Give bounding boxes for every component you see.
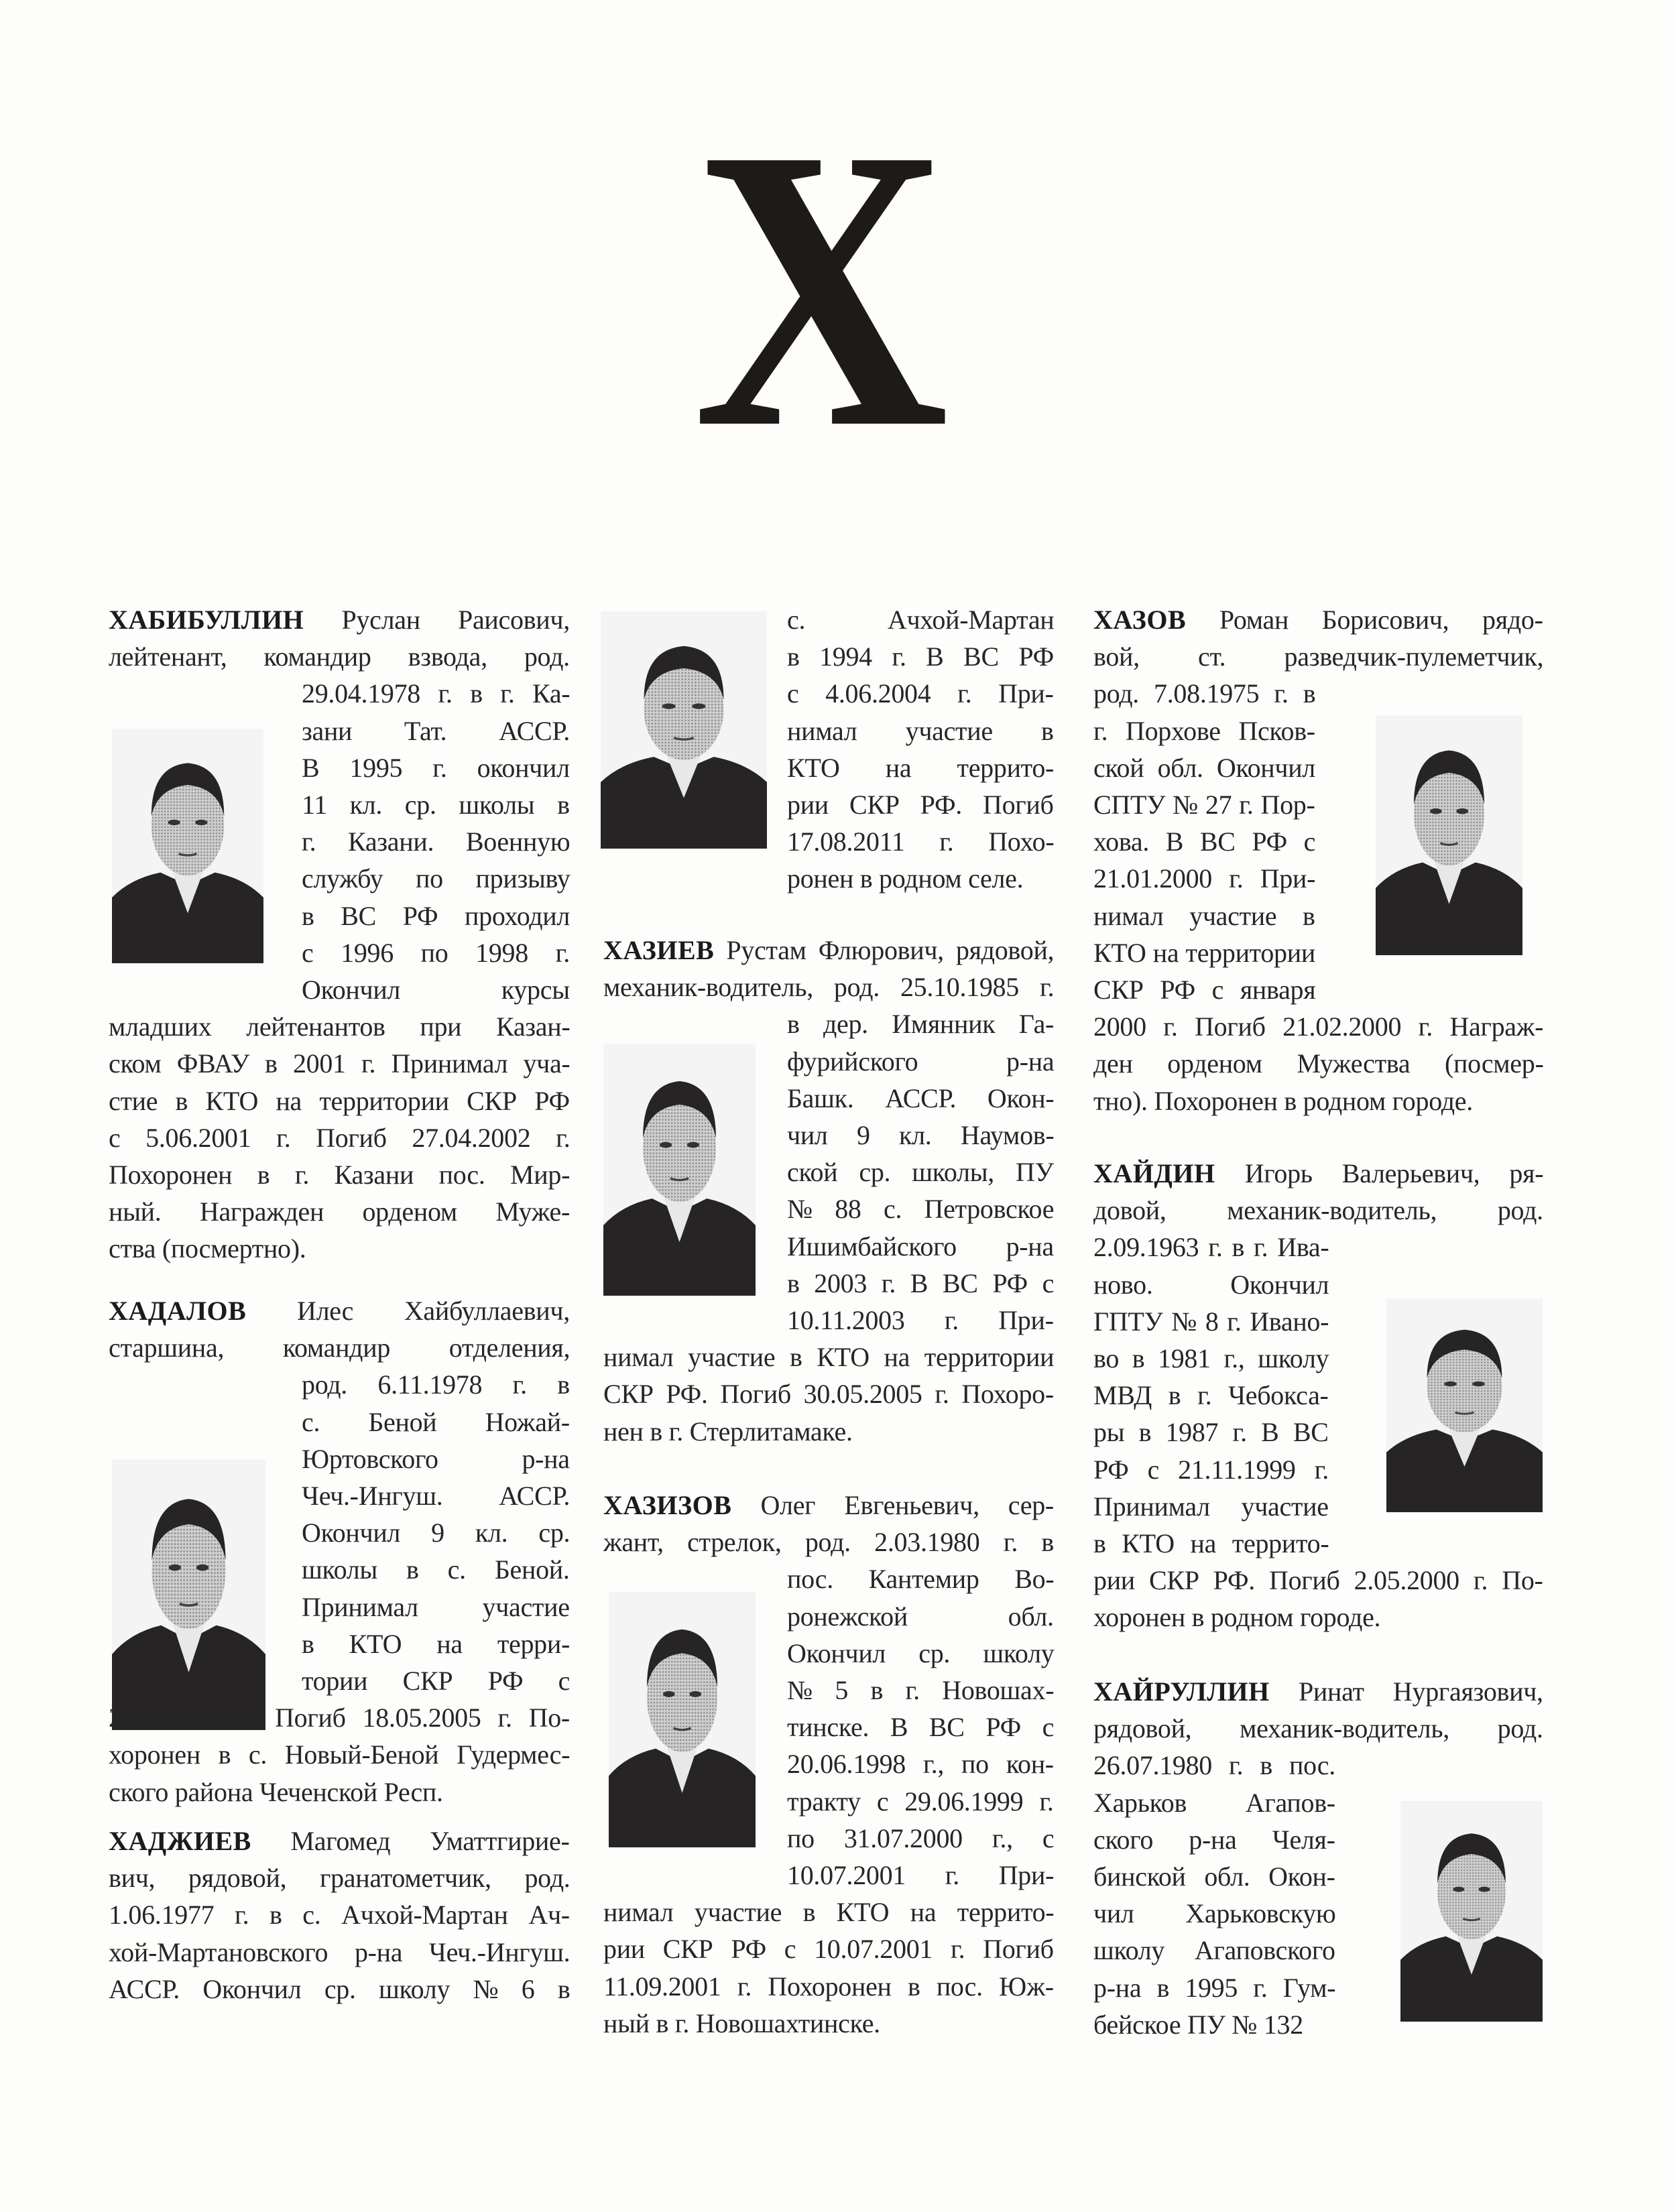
text-line xyxy=(1093,1303,1329,1340)
text-line xyxy=(302,749,570,786)
line-text: Ринат Нургаязович, xyxy=(1298,1676,1543,1707)
text-line xyxy=(1093,1488,1329,1525)
text-line xyxy=(787,1560,1054,1597)
portrait-photo xyxy=(1386,1298,1543,1512)
line-text: РФ с 21.11.1999 г. xyxy=(1093,1455,1329,1485)
line-text: ново. Окончил xyxy=(1093,1270,1329,1300)
line-text: ронен в родном селе. xyxy=(787,863,1024,894)
text-line xyxy=(787,786,1054,823)
line-text: с 5.06.2001 г. Погиб 27.04.2002 г. xyxy=(109,1123,571,1153)
text-line xyxy=(109,1193,570,1230)
text-line xyxy=(1093,749,1315,786)
text-line xyxy=(302,675,570,712)
text-line xyxy=(787,1228,1054,1265)
section-letter: Х xyxy=(693,65,949,511)
text-line xyxy=(1093,1155,1543,1192)
text-line xyxy=(603,969,1054,1005)
surname: ХАДЖИЕВ xyxy=(109,1826,251,1856)
line-text: Магомед Уматтгирие- xyxy=(290,1826,570,1856)
line-text: ден орденом Мужества (посмер- xyxy=(1093,1048,1544,1079)
line-text: Рустам Флюрович, рядовой, xyxy=(726,935,1055,965)
text-line xyxy=(302,1440,570,1477)
line-text: р-на в 1995 г. Гум- xyxy=(1093,1973,1336,2003)
text-line xyxy=(109,1823,570,1859)
text-line xyxy=(787,1117,1054,1154)
line-text: рядовой, механик-водитель, род. xyxy=(1093,1713,1543,1743)
text-line xyxy=(109,1774,570,1810)
line-text: в 2003 г. В ВС РФ с xyxy=(787,1268,1055,1298)
line-text: нимал участие в xyxy=(787,716,1054,746)
text-line xyxy=(1093,786,1315,823)
text-line xyxy=(109,1896,570,1933)
portrait-photo xyxy=(603,1044,756,1296)
line-text: тинске. В ВС РФ с xyxy=(787,1712,1055,1742)
line-text: нимал участие в КТО на террито- xyxy=(603,1897,1055,1927)
line-text: КТО на террито- xyxy=(787,753,1055,783)
line-text: ный в г. Новошахтинске. xyxy=(603,2008,880,2038)
surname: ХАЗИЕВ xyxy=(603,935,715,965)
text-line xyxy=(603,2005,1054,2042)
line-text: Игорь Валерьевич, ря- xyxy=(1244,1158,1544,1188)
text-line xyxy=(302,1662,570,1699)
portrait-photo xyxy=(1376,715,1522,955)
text-line xyxy=(787,713,1054,749)
text-line xyxy=(302,860,570,897)
text-line xyxy=(787,1709,1054,1745)
text-line xyxy=(1093,1747,1335,1784)
line-text: бинской обл. Окон- xyxy=(1093,1861,1335,1892)
line-text: в КТО на террито- xyxy=(1093,1528,1329,1558)
surname: ХАДАЛОВ xyxy=(109,1296,247,1326)
line-text: с 1996 по 1998 г. xyxy=(302,938,570,968)
line-text: № 88 с. Петровское xyxy=(787,1194,1055,1224)
line-text: ронежской обл. xyxy=(787,1601,1054,1632)
line-text: 21.01.2000 г. При- xyxy=(1093,863,1316,894)
line-text: 29.04.1978 г. в г. Ка- xyxy=(302,678,571,709)
text-line xyxy=(1093,898,1315,934)
line-text: Башк. АССР. Окон- xyxy=(787,1083,1055,1113)
text-line xyxy=(302,1404,570,1440)
text-line xyxy=(787,1043,1054,1080)
text-line xyxy=(603,932,1054,969)
portrait-photo xyxy=(601,611,767,849)
line-text: ры в 1987 г. В ВС xyxy=(1093,1417,1329,1447)
line-text: 1.06.1977 г. в с. Ачхой-Мартан Ач- xyxy=(109,1900,570,1930)
line-text: МВД в г. Чебокса- xyxy=(1093,1380,1329,1410)
line-text: с. Ачхой-Мартан xyxy=(787,605,1055,635)
line-text: нимал участие в КТО на территории xyxy=(603,1342,1055,1372)
line-text: № 5 в г. Новошах- xyxy=(787,1675,1055,1705)
text-line xyxy=(1093,1266,1329,1303)
text-line xyxy=(1093,1673,1543,1710)
line-text: вой, ст. разведчик-пулеметчик, xyxy=(1093,641,1544,672)
line-text: В 1995 г. окончил xyxy=(302,753,570,783)
text-line xyxy=(1093,934,1315,971)
portrait-photo xyxy=(112,729,263,963)
line-text: 10.11.2003 г. При- xyxy=(787,1305,1054,1335)
text-line xyxy=(787,1635,1054,1672)
line-text: ском ФВАУ в 2001 г. Принимал уча- xyxy=(109,1048,571,1079)
line-text: Юртовского р-на xyxy=(302,1444,570,1474)
line-text: тории СКР РФ с xyxy=(302,1666,571,1696)
portrait-photo xyxy=(609,1592,756,1847)
text-line xyxy=(603,1375,1054,1412)
text-line xyxy=(109,1045,570,1082)
text-line xyxy=(1093,860,1315,897)
line-text: Роман Борисович, рядо- xyxy=(1219,605,1543,635)
line-text: младших лейтенантов при Казан- xyxy=(109,1011,571,1042)
text-line xyxy=(603,1487,1054,1524)
line-text: род. 6.11.1978 г. в xyxy=(302,1369,570,1400)
surname: ХАБИБУЛЛИН xyxy=(109,605,304,635)
surname: ХАЗОВ xyxy=(1093,605,1187,635)
text-line xyxy=(1093,1525,1329,1562)
text-line xyxy=(1093,713,1315,749)
line-text: СКР РФ с января xyxy=(1093,975,1316,1005)
line-text: Харьков Агапов- xyxy=(1093,1788,1335,1818)
text-line xyxy=(1093,1599,1543,1636)
text-line xyxy=(603,1894,1054,1930)
line-text: Принимал участие xyxy=(302,1592,570,1622)
line-text: вич, рядовой, гранатометчик, род. xyxy=(109,1863,571,1893)
line-text: чил Харьковскую xyxy=(1093,1898,1336,1928)
text-line xyxy=(1093,601,1543,638)
line-text: тно). Похоронен в родном городе. xyxy=(1093,1086,1473,1116)
line-text: г. Порхове Псков- xyxy=(1093,716,1315,746)
text-line xyxy=(787,749,1054,786)
text-line xyxy=(109,1971,570,2008)
line-text: 20.06.1998 г., по кон- xyxy=(787,1749,1054,1779)
line-text: АССР. Окончил ср. школу № 6 в xyxy=(109,1974,571,2004)
text-line xyxy=(109,601,570,638)
text-line xyxy=(1093,1083,1543,1119)
line-text: механик-водитель, род. 25.10.1985 г. xyxy=(603,972,1055,1002)
text-line xyxy=(1093,971,1315,1008)
text-line xyxy=(1093,1969,1335,2006)
text-line xyxy=(109,1699,570,1736)
line-text: с. Беной Ножай- xyxy=(302,1407,570,1437)
text-line xyxy=(1093,1932,1335,1969)
line-text: Принимал участие xyxy=(1093,1491,1329,1522)
text-line xyxy=(302,898,570,934)
line-text: во в 1981 г., школу xyxy=(1093,1343,1329,1373)
surname: ХАЙРУЛЛИН xyxy=(1093,1676,1270,1707)
text-line xyxy=(109,1329,570,1366)
text-line xyxy=(302,1551,570,1588)
line-text: рии СКР РФ с 10.07.2001 г. Погиб xyxy=(603,1934,1054,1964)
text-line xyxy=(302,971,570,1008)
line-text: 26.10.2004 г. Погиб 18.05.2005 г. По- xyxy=(109,1703,570,1733)
text-line xyxy=(787,1005,1054,1042)
line-text: ского р-на Челя- xyxy=(1093,1825,1335,1855)
line-text: 17.08.2011 г. Похо- xyxy=(787,826,1055,857)
line-text: Ишимбайского р-на xyxy=(787,1231,1054,1262)
line-text: Олег Евгеньевич, сер- xyxy=(760,1490,1054,1520)
line-text: нимал участие в xyxy=(1093,901,1315,931)
line-text: 2.09.1963 г. в г. Ива- xyxy=(1093,1232,1329,1262)
portrait-photo xyxy=(1400,1801,1543,2022)
line-text: лейтенант, командир взвода, род. xyxy=(109,641,570,672)
line-text: школы в с. Беной. xyxy=(302,1554,570,1585)
text-line xyxy=(787,1672,1054,1709)
text-line xyxy=(1093,638,1543,675)
line-text: род. 7.08.1975 г. в xyxy=(1093,678,1316,709)
text-line xyxy=(302,934,570,971)
line-text: Руслан Раисович, xyxy=(341,605,570,635)
text-line xyxy=(1093,1821,1335,1858)
text-line xyxy=(787,1265,1054,1302)
line-text: в КТО на терри- xyxy=(302,1629,570,1659)
text-line xyxy=(787,860,1054,897)
line-text: КТО на территории xyxy=(1093,938,1315,968)
text-line xyxy=(787,1190,1054,1227)
text-line xyxy=(1093,1895,1335,1932)
line-text: рии СКР РФ. Погиб 2.05.2000 г. По- xyxy=(1093,1565,1543,1595)
text-line xyxy=(1093,1562,1543,1599)
line-text: Окончил 9 кл. ср. xyxy=(302,1518,571,1548)
text-line xyxy=(1093,1414,1329,1451)
text-line xyxy=(109,1156,570,1193)
text-line xyxy=(1093,1340,1329,1377)
line-text: СКР РФ. Погиб 30.05.2005 г. Похоро- xyxy=(603,1379,1054,1409)
line-text: 11 кл. ср. школы в xyxy=(302,790,570,820)
text-line xyxy=(302,1477,570,1514)
line-text: хова. В ВС РФ с xyxy=(1093,826,1316,857)
line-text: 11.09.2001 г. Похоронен в пос. Юж- xyxy=(603,1971,1054,2002)
line-text: 26.07.1980 г. в пос. xyxy=(1093,1750,1335,1780)
text-line xyxy=(1093,1008,1543,1045)
line-text: тракту с 29.06.1999 г. xyxy=(787,1786,1054,1817)
line-text: жант, стрелок, род. 2.03.1980 г. в xyxy=(603,1527,1054,1557)
line-text: стие в КТО на территории СКР РФ xyxy=(109,1086,570,1116)
text-line xyxy=(603,1413,1054,1450)
line-text: хоронен в с. Новый-Беной Гудермес- xyxy=(109,1739,571,1770)
text-line xyxy=(1093,1045,1543,1082)
line-text: ства (посмертно). xyxy=(109,1233,306,1264)
portrait-photo xyxy=(112,1459,265,1730)
text-line xyxy=(603,1968,1054,2005)
text-line xyxy=(302,786,570,823)
line-text: зани Тат. АССР. xyxy=(302,716,570,746)
text-line xyxy=(109,1934,570,1971)
line-text: в 1994 г. В ВС РФ xyxy=(787,641,1054,672)
text-line xyxy=(109,1292,570,1329)
text-line xyxy=(787,1857,1054,1894)
line-text: в ВС РФ проходил xyxy=(302,901,571,931)
text-line xyxy=(1093,1192,1543,1229)
text-line xyxy=(109,1008,570,1045)
text-line xyxy=(302,1589,570,1625)
line-text: 2000 г. Погиб 21.02.2000 г. Награж- xyxy=(1093,1011,1544,1042)
line-text: в дер. Имянник Га- xyxy=(787,1009,1055,1039)
text-line xyxy=(1093,2006,1335,2043)
text-line xyxy=(109,1119,570,1156)
text-line xyxy=(302,1366,570,1403)
line-text: Окончил курсы xyxy=(302,975,570,1005)
text-line xyxy=(302,1514,570,1551)
text-line xyxy=(603,1339,1054,1375)
line-text: Чеч.-Ингуш. АССР. xyxy=(302,1481,571,1511)
line-text: чил 9 кл. Наумов- xyxy=(787,1120,1055,1150)
line-text: Окончил ср. школу xyxy=(787,1638,1055,1668)
line-text: нен в г. Стерлитамаке. xyxy=(603,1416,853,1447)
line-text: фурийского р-на xyxy=(787,1046,1055,1077)
text-line xyxy=(787,823,1054,860)
text-line xyxy=(1093,1784,1335,1821)
text-line xyxy=(1093,675,1315,712)
line-text: службу по призыву xyxy=(302,863,571,894)
text-line xyxy=(302,1625,570,1662)
text-line xyxy=(109,1230,570,1267)
text-line xyxy=(302,713,570,749)
text-line xyxy=(302,823,570,860)
text-line xyxy=(787,1080,1054,1117)
text-line xyxy=(1093,1858,1335,1895)
line-text: ской обл. Окончил xyxy=(1093,753,1315,783)
line-text: хоронен в родном городе. xyxy=(1093,1602,1381,1632)
line-text: ный. Награжден орденом Муже- xyxy=(109,1196,570,1227)
line-text: по 31.07.2000 г., с xyxy=(787,1823,1055,1853)
line-text: рии СКР РФ. Погиб xyxy=(787,790,1054,820)
line-text: бейское ПУ № 132 xyxy=(1093,2010,1303,2040)
surname: ХАЗИЗОВ xyxy=(603,1490,732,1520)
text-line xyxy=(787,1154,1054,1190)
text-line xyxy=(1093,1377,1329,1414)
text-line xyxy=(787,1820,1054,1857)
line-text: довой, механик-водитель, род. xyxy=(1093,1195,1543,1225)
line-text: 10.07.2001 г. При- xyxy=(787,1860,1055,1890)
surname: ХАЙДИН xyxy=(1093,1158,1215,1188)
text-line xyxy=(109,638,570,675)
line-text: ской ср. школы, ПУ xyxy=(787,1157,1054,1187)
text-line xyxy=(603,1524,1054,1560)
line-text: старшина, командир отделения, xyxy=(109,1333,571,1363)
text-line xyxy=(787,1302,1054,1339)
text-line xyxy=(787,1783,1054,1820)
text-line xyxy=(787,1598,1054,1635)
line-text: СПТУ № 27 г. Пор- xyxy=(1093,790,1315,820)
line-text: Похоронен в г. Казани пос. Мир- xyxy=(109,1160,571,1190)
text-line xyxy=(787,601,1054,638)
text-line xyxy=(787,675,1054,712)
text-line xyxy=(787,638,1054,675)
line-text: ского района Чеченской Респ. xyxy=(109,1777,443,1807)
text-line xyxy=(603,1930,1054,1967)
line-text: Илес Хайбуллаевич, xyxy=(296,1296,570,1326)
line-text: ГПТУ № 8 г. Ивано- xyxy=(1093,1306,1329,1337)
line-text: пос. Кантемир Во- xyxy=(787,1564,1055,1594)
text-line xyxy=(109,1859,570,1896)
line-text: г. Казани. Военную xyxy=(302,826,571,857)
text-line xyxy=(787,1745,1054,1782)
text-line xyxy=(109,1083,570,1119)
text-line xyxy=(1093,823,1315,860)
text-line xyxy=(1093,1451,1329,1488)
line-text: школу Агаповского xyxy=(1093,1935,1335,1965)
text-line xyxy=(109,1736,570,1773)
line-text: с 4.06.2004 г. При- xyxy=(787,678,1054,709)
line-text: хой-Мартановского р-на Чеч.-Ингуш. xyxy=(109,1937,571,1967)
text-line xyxy=(1093,1229,1329,1266)
text-line xyxy=(1093,1710,1543,1747)
